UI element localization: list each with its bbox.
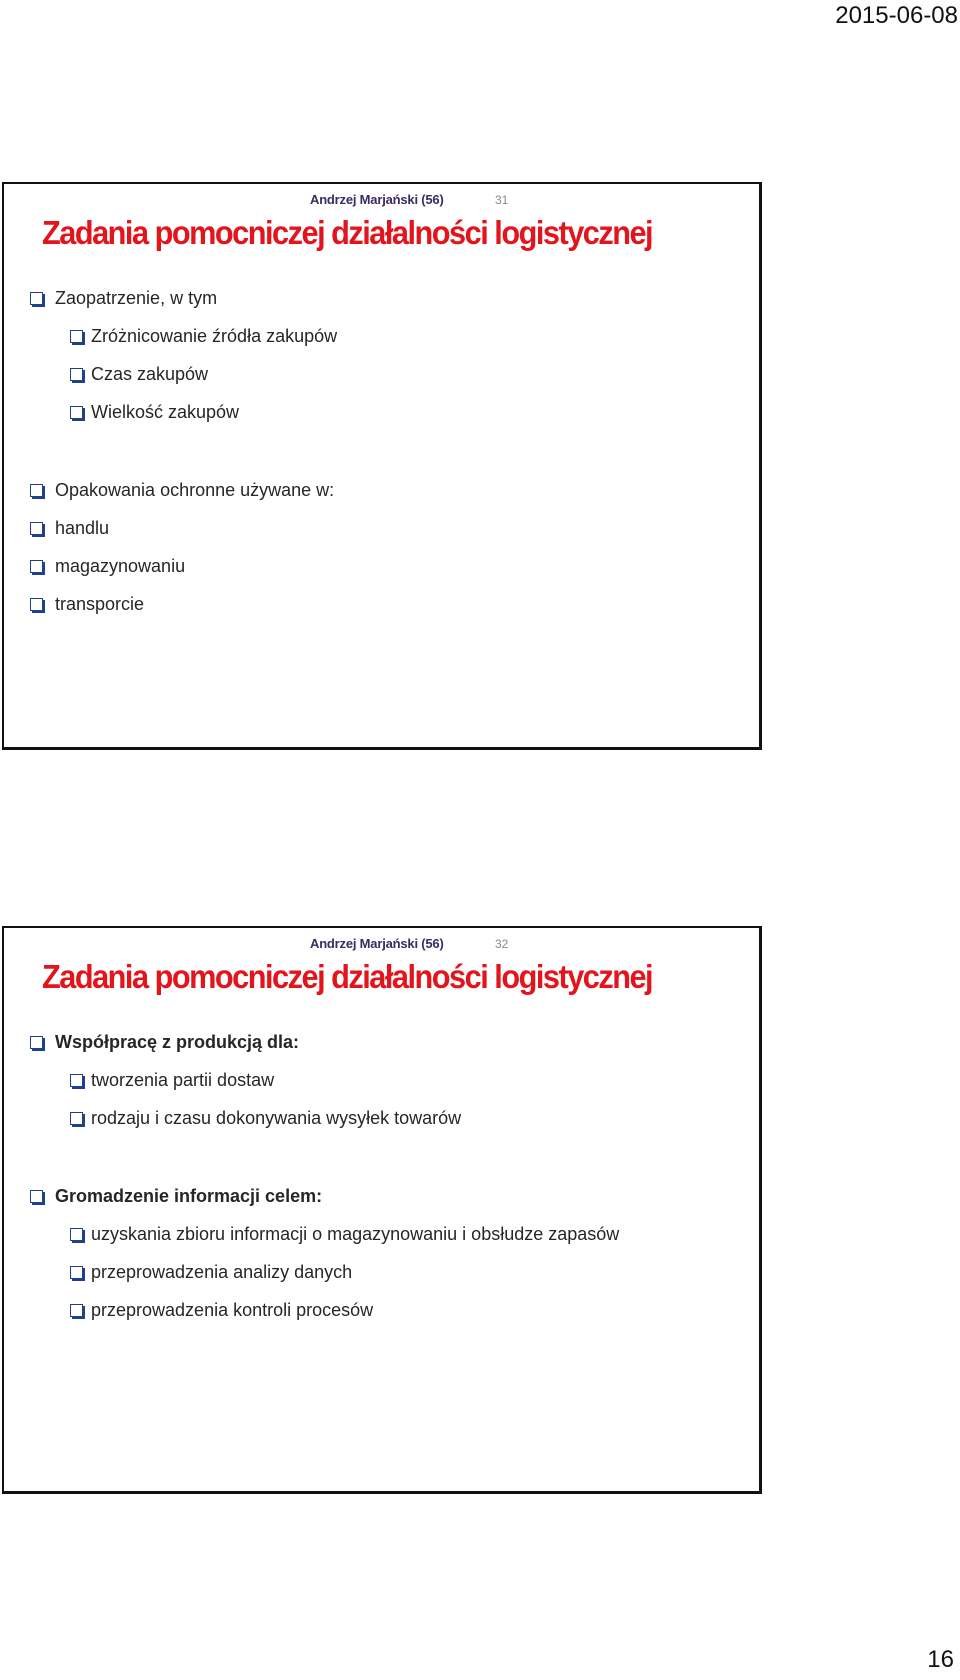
bullet-item <box>30 594 144 615</box>
slide-title: Zadania pomocniczej działalności logistycznej <box>42 214 653 251</box>
sub-bullet-item <box>70 402 239 423</box>
bullet-text: transporcie <box>55 594 145 614</box>
checkbox-outline-icon <box>70 1266 83 1279</box>
checkbox-outline-icon <box>70 368 83 381</box>
checkbox-outline-icon <box>30 484 43 497</box>
bullet-text: Zaopatrzenie, w tym <box>55 288 218 308</box>
bullet-text: Opakowania ochronne używane w: <box>55 480 335 500</box>
sub-bullet-item <box>70 1070 274 1091</box>
bullet-text: rodzaju i czasu dokonywania wysyłek towarów <box>91 1108 462 1128</box>
slide-author <box>310 192 444 207</box>
checkbox-outline-icon <box>30 598 43 611</box>
bullet-text: Współpracę z produkcją dla: <box>55 1032 300 1052</box>
bullet-text: Zróżnicowanie źródła zakupów <box>91 326 338 346</box>
bullet-text: tworzenia partii dostaw <box>91 1070 275 1090</box>
bullet-text: Czas zakupów <box>91 364 209 384</box>
checkbox-outline-icon <box>70 330 83 343</box>
slide-number: 32 <box>495 937 509 951</box>
bullet-text: magazynowaniu <box>55 556 186 576</box>
slide-31 <box>2 182 762 750</box>
bullet-text: przeprowadzenia analizy danych <box>91 1262 353 1282</box>
bullet-item <box>30 518 109 539</box>
sub-bullet-item <box>70 1300 373 1321</box>
page-number: 16 <box>927 1646 954 1673</box>
sub-bullet-item <box>70 1224 619 1245</box>
bullet-item <box>30 1032 299 1053</box>
bullet-text: Wielkość zakupów <box>91 402 240 422</box>
bullet-item <box>30 1186 322 1207</box>
sub-bullet-item <box>70 326 337 347</box>
bullet-item <box>30 288 217 309</box>
checkbox-outline-icon <box>30 1190 43 1203</box>
checkbox-outline-icon <box>70 1112 83 1125</box>
checkbox-outline-icon <box>70 1074 83 1087</box>
slide-32 <box>2 926 762 1494</box>
bullet-item <box>30 480 334 501</box>
author-name: Andrzej Marjański (56) <box>310 936 444 951</box>
checkbox-outline-icon <box>70 1304 83 1317</box>
slide-number: 31 <box>495 193 509 207</box>
sub-bullet-item <box>70 1108 461 1129</box>
author-name: Andrzej Marjański (56) <box>310 192 444 207</box>
checkbox-outline-icon <box>70 406 83 419</box>
checkbox-outline-icon <box>30 1036 43 1049</box>
sub-bullet-item <box>70 1262 352 1283</box>
page-date: 2015-06-08 <box>835 2 958 29</box>
sub-bullet-item <box>70 364 208 385</box>
checkbox-outline-icon <box>30 292 43 305</box>
slide-title: Zadania pomocniczej działalności logistycznej <box>42 958 653 995</box>
bullet-text: przeprowadzenia kontroli procesów <box>91 1300 374 1320</box>
bullet-item <box>30 556 185 577</box>
bullet-text: uzyskania zbioru informacji o magazynowaniu i obsłudze zapasów <box>91 1224 620 1244</box>
bullet-text: handlu <box>55 518 110 538</box>
checkbox-outline-icon <box>30 522 43 535</box>
bullet-text: Gromadzenie informacji celem: <box>55 1186 323 1206</box>
checkbox-outline-icon <box>70 1228 83 1241</box>
checkbox-outline-icon <box>30 560 43 573</box>
slide-author <box>310 936 444 951</box>
